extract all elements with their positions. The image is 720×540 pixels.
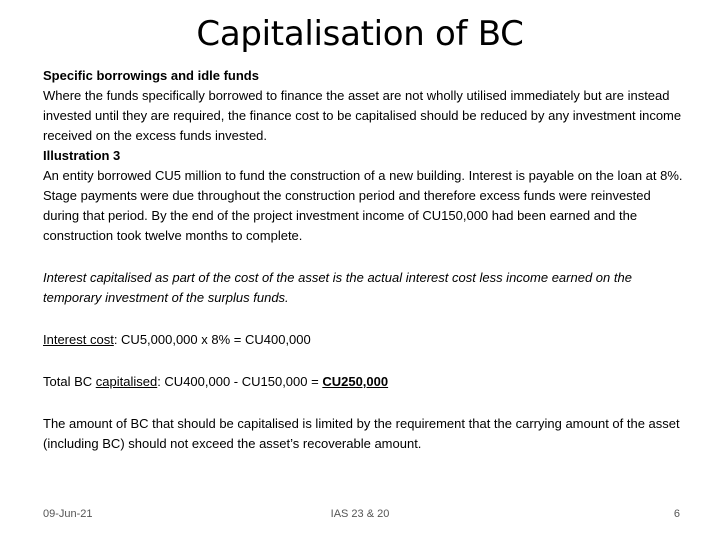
total-bc-label-underlined: capitalised: [95, 374, 158, 389]
paragraph-interest-capitalised: Interest capitalised as part of the cost of the asset is the actual interest cost less income earned on the temporary investment of the surplus funds.: [43, 270, 632, 305]
total-bc-result: CU250,000: [322, 374, 389, 389]
footer-title: IAS 23 & 20: [330, 508, 390, 520]
footer-page-number: 6: [673, 508, 680, 520]
interest-cost-label: Interest cost: [43, 332, 114, 347]
slide-title: Capitalisation of BC: [196, 14, 524, 54]
line-interest-cost: [43, 330, 683, 350]
total-bc-value: : CU400,000 - CU150,000 =: [157, 374, 323, 389]
total-bc-label-prefix: Total BC: [43, 374, 96, 389]
heading-illustration: Illustration 3: [43, 148, 121, 163]
heading-specific-borrowings: Specific borrowings and idle funds: [43, 68, 259, 83]
paragraph-idle-funds: Where the funds specifically borrowed to finance the asset are not wholly utilised immediately but are instead invested until they are required, the finance cost to be capitalised should be reduced by any investment income received on the excess funds invested.: [43, 88, 682, 143]
interest-cost-value: : CU5,000,000 x 8% = CU400,000: [113, 332, 311, 347]
footer-date: 09-Jun-21: [43, 508, 93, 520]
line-total-bc: [43, 372, 683, 392]
paragraph-illustration: An entity borrowed CU5 million to fund the construction of a new building. Interest is payable on the loan at 8%. Stage payments were due throughout the construction period and therefore excess funds were reinvested during that period. By the end of the project investment income of CU150,000 had been earned and the construction took twelve months to complete.: [43, 168, 683, 243]
slide-body: [43, 66, 683, 454]
paragraph-limit: The amount of BC that should be capitalised is limited by the requirement that the carrying amount of the asset (including BC) should not exceed the asset’s recoverable amount.: [43, 416, 680, 451]
